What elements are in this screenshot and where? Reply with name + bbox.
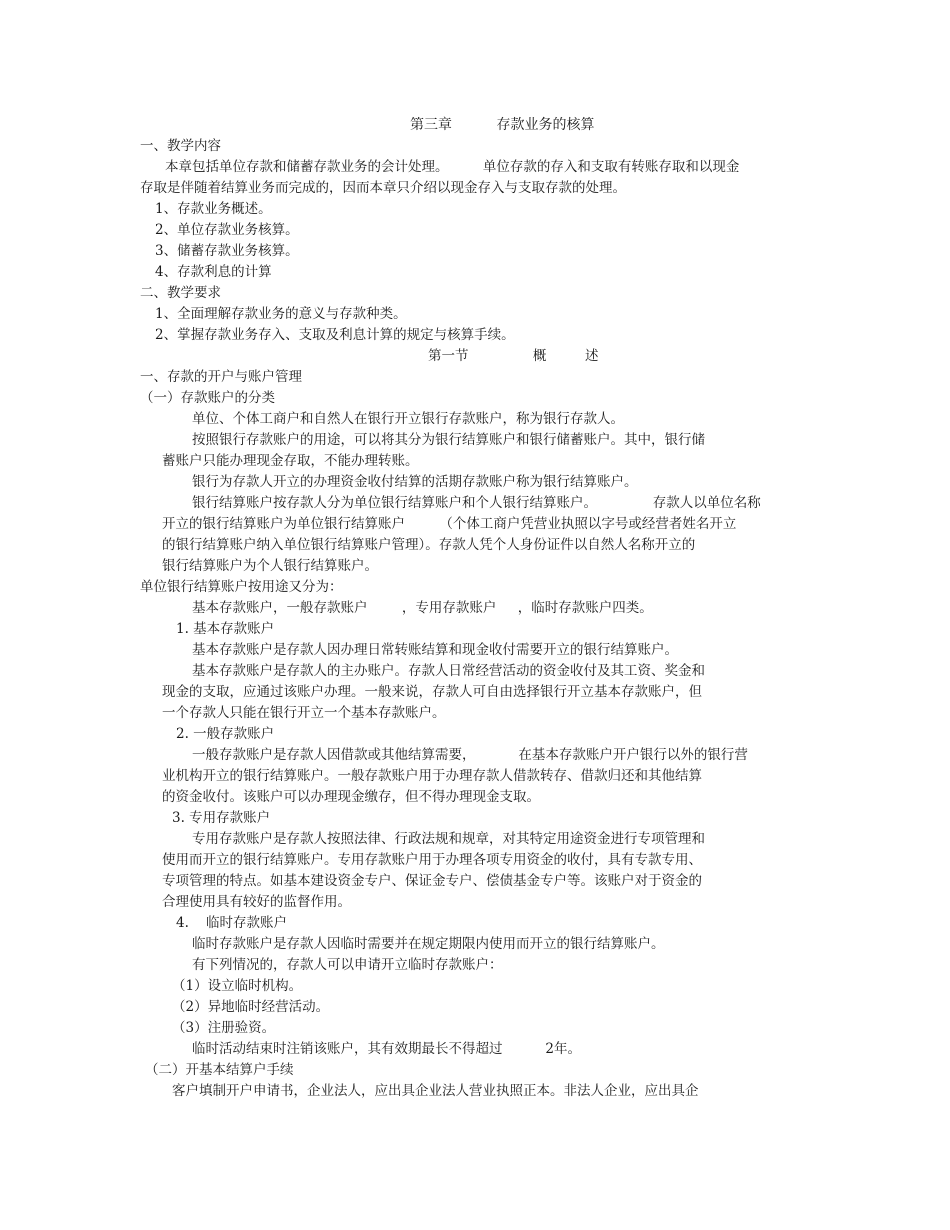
paragraph-line: 有下列情况的，存款人可以申请开立临时存款账户：	[192, 957, 503, 973]
list-item: 3、储蓄存款业务核算。	[155, 243, 299, 259]
section-title: 第一节 概 述	[428, 348, 599, 364]
list-item: 2、单位存款业务核算。	[155, 222, 299, 238]
paragraph-line: 的资金收付。该账户可以办理现金缴存，但不得办理现金支取。	[162, 789, 540, 805]
paragraph-line: 临时活动结束时注销该账户，其有效期最长不得超过 2年。	[192, 1041, 582, 1057]
paragraph-line: 业机构开立的银行结算账户。一般存款账户用于办理存款人借款转存、借款归还和其他结算	[162, 768, 702, 784]
list-item: 1、全面理解存款业务的意义与存款种类。	[155, 306, 407, 322]
item-heading: 1. 基本存款账户	[176, 621, 275, 637]
paragraph-line: 单位银行结算账户按用途又分为：	[140, 579, 343, 595]
paragraph-line: 蓄账户只能办理现金存取，不能办理转账。	[162, 453, 419, 469]
chapter-title: 第三章 存款业务的核算	[410, 117, 595, 133]
paragraph-line: 客户填制开户申请书，企业法人，应出具企业法人营业执照正本。非法人企业，应出具企	[172, 1083, 699, 1099]
paragraph-line: 单位、个体工商户和自然人在银行开立银行存款账户，称为银行存款人。	[192, 411, 624, 427]
paragraph-line: 基本存款账户是存款人因办理日常转账结算和现金收付需要开立的银行结算账户。	[192, 642, 678, 658]
list-item: （3）注册验资。	[172, 1020, 276, 1036]
paragraph-line: 现金的支取，应通过该账户办理。一般来说，存款人可自由选择银行开立基本存款账户，但	[162, 684, 702, 700]
paragraph-line: 开立的银行结算账户为单位银行结算账户 （个体工商户凭营业执照以字号或经营者姓名开立	[162, 516, 737, 532]
paragraph-line: 合理使用具有较好的监督作用。	[162, 894, 351, 910]
paragraph-line: 存取是伴随着结算业务而完成的，因而本章只介绍以现金存入与支取存款的处理。	[140, 180, 626, 196]
section-heading: 一、存款的开户与账户管理	[140, 369, 302, 385]
paragraph-line: 按照银行存款账户的用途，可以将其分为银行结算账户和银行储蓄账户。其中，银行储	[192, 432, 705, 448]
list-item: 4、存款利息的计算	[155, 264, 272, 280]
list-item: （1）设立临时机构。	[172, 978, 303, 994]
paragraph-line: 一个存款人只能在银行开立一个基本存款账户。	[162, 705, 446, 721]
paragraph-line: 本章包括单位存款和储蓄存款业务的会计处理。 单位存款的存入和支取有转账存取和以现金	[165, 159, 740, 175]
paragraph-line: 银行为存款人开立的办理资金收付结算的活期存款账户称为银行结算账户。	[192, 474, 638, 490]
paragraph-line: 一般存款账户是存款人因借款或其他结算需要， 在基本存款账户开户银行以外的银行营	[192, 747, 748, 763]
paragraph-line: 临时存款账户是存款人因临时需要并在规定期限内使用而开立的银行结算账户。	[192, 936, 665, 952]
subsection-heading: （二）开基本结算户手续	[145, 1062, 294, 1078]
paragraph-line: 银行结算账户按存款人分为单位银行结算账户和个人银行结算账户。 存款人以单位名称	[192, 495, 761, 511]
section-heading: 一、教学内容	[140, 138, 221, 154]
subsection-heading: （一）存款账户的分类	[140, 390, 275, 406]
paragraph-line: 专用存款账户是存款人按照法律、行政法规和规章，对其特定用途资金进行专项管理和	[192, 831, 705, 847]
list-item: 2、掌握存款业务存入、支取及利息计算的规定与核算手续。	[155, 327, 515, 343]
list-item: 1、存款业务概述。	[155, 201, 272, 217]
paragraph-line: 使用而开立的银行结算账户。专用存款账户用于办理各项专用资金的收付，具有专款专用、	[162, 852, 702, 868]
item-heading: 3. 专用存款账户	[172, 810, 271, 826]
paragraph-line: 基本存款账户，一般存款账户 ，专用存款账户 ，临时存款账户四类。	[192, 600, 653, 616]
item-heading: 4. 临时存款账户	[176, 915, 288, 931]
paragraph-line: 的银行结算账户纳入单位银行结算账户管理）。存款人凭个人身份证件以自然人名称开立的	[162, 537, 696, 553]
list-item: （2）异地临时经营活动。	[172, 999, 330, 1015]
paragraph-line: 银行结算账户为个人银行结算账户。	[162, 558, 378, 574]
item-heading: 2. 一般存款账户	[176, 726, 275, 742]
section-heading: 二、教学要求	[140, 285, 221, 301]
paragraph-line: 专项管理的特点。如基本建设资金专户、保证金专户、偿债基金专户等。该账户对于资金的	[162, 873, 702, 889]
paragraph-line: 基本存款账户是存款人的主办账户。存款人日常经营活动的资金收付及其工资、奖金和	[192, 663, 705, 679]
